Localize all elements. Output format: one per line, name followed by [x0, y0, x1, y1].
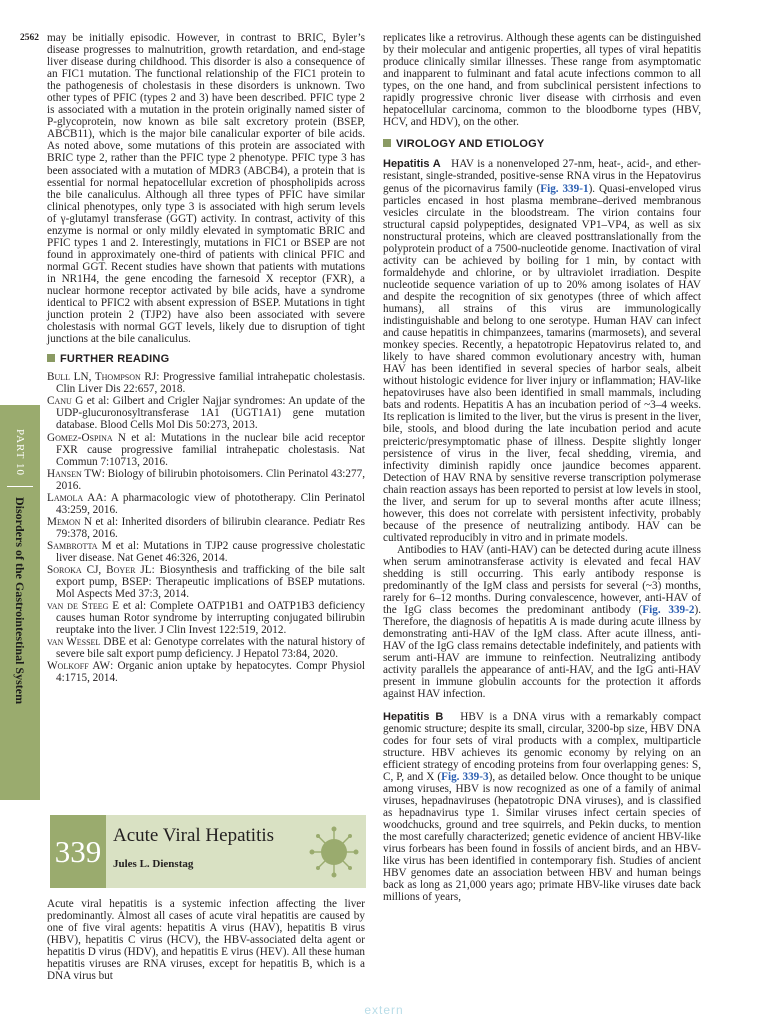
reference-text: et al: Gilbert and Crigler Najjar syndromes: An update of the UDP-glucuronosyltransferase 1A1 (UGT1A1) gene mutation database. Blood Cells Mol Dis 50:273, 2013.: [56, 395, 366, 432]
reference-author: van Wessel DBE: [47, 636, 126, 649]
virus-splat-icon: [305, 817, 363, 887]
chapter-number: 339: [50, 815, 106, 888]
figure-339-2-link[interactable]: Fig. 339-2: [642, 604, 695, 617]
reference-text: : Organic anion uptake by hepatocytes. Compr Physiol 4:1715, 2014.: [56, 660, 365, 685]
intro-paragraph: Acute viral hepatitis is a systemic infection affecting the liver predominantly. Almost all cases of acute viral hepatitis are caused by one of five viral agents: hepatitis A virus (HAV), hepatitis B virus (HBV), hepatitis C virus (HCV), the HBV-associated delta agent or hepatitis D virus (HDV), and hepatitis E virus (HEV). All these human hepatitis viruses are RNA viruses, except for hepatitis B, which is a DNA virus but: [47, 898, 365, 983]
reference-author: Lamola AA: [47, 491, 104, 504]
reference-author: Sambrotta M: [47, 539, 112, 552]
right-column: [383, 32, 701, 903]
reference-text: et al: Complete OATP1B1 and OATP1B3 deficiency causes human Rotor syndrome by interrupting conjugated bilirubin reuptake into the liver. J Clin Invest 122:519, 2012.: [56, 600, 365, 637]
hepatitis-b-lead: Hepatitis B: [383, 710, 444, 723]
reference-item: [47, 468, 365, 492]
hepatitis-a-paragraph: Hepatitis A HAV is a nonenveloped 27-nm, heat-, acid-, and ether-resistant, single-stranded, positive-sense RNA virus in the Hepatovirus genus of the picornavirus family (Fig. 339-1). Quasi-enveloped virus particles encased in host plasma membrane–derived membranous vesicles circulate in the bloodstream. The virion contains four structural capsid polypeptides, designated VP1–VP4, as well as six nonstructural proteins, which are cleaved posttranslationally from the polyprotein product of a 7500-nucleotide genome. Inactivation of viral activity can be achieved by boiling for 1 min, by contact with formaldehyde and chlorine, or by ultraviolet irradiation. Despite nucleotide sequence variation of up to 20% among isolates of HAV and despite the recognition of six genotypes (three of which affect humans), all strains of this virus are immunologically indistinguishable and belong to one serotype. Human HAV can infect and cause hepatitis in chimpanzees, tamarins (marmosets), and several monkey species. Recently, a hepatotropic Hepatovirus related to, and likely to have shared common evolutionary ancestry with, human HAV has been identified in several species of harbor seals, albeit without histologic evidence for liver injury or inflammation; HAV-like hepatoviruses have also been identified in small mammals, including bats and rodents. Hepatitis A has an incubation period of ~3–4 weeks. Its replication is limited to the liver, but the virus is present in the liver, bile, stools, and blood during the late incubation period and acute preicteric/presymptomatic phase of illness. Despite slightly longer persistence of virus in the liver, fecal shedding, viremia, and infectivity diminish rapidly once jaundice becomes apparent. Detection of HAV RNA by sensitive reverse transcription polymerase chain reaction assays has been reported to persist at low levels in stool, the liver, and serum for up to several months after acute illness; however, this does not correlate with persistent infectivity, probably because of the presence of neutralizing antibody. HAV can be cultivated reproducibly in vitro and in primate models.: [383, 158, 702, 544]
reference-list: [47, 371, 365, 684]
reference-author: van de Steeg E: [47, 600, 120, 613]
chapter-header: [50, 815, 366, 888]
reference-text: et al: Inherited disorders of bilirubin clearance. Pediatr Res 79:378, 2016.: [56, 515, 365, 540]
footer-watermark: extern: [364, 1003, 404, 1017]
part-side-tab: [0, 405, 40, 800]
reference-author: Memon N: [47, 515, 93, 528]
anti-hav-paragraph: Antibodies to HAV (anti-HAV) can be detected during acute illness when serum aminotransferase activity is elevated and fecal HAV shedding is still occurring. This early antibody response is predominantly of the IgM class and persists for several (~3) months, rarely for 6–12 months. During convalescence, however, anti-HAV of the IgG class becomes the predominant antibody (Fig. 339-2). Therefore, the diagnosis of hepatitis A is made during acute illness by demonstrating anti-HAV of the IgM class. After acute illness, anti-HAV of the IgG class remains detectable indefinitely, and patients with serum anti-HAV are immune to reinfection. Neutralizing antibody activity parallels the appearance of anti-HAV, and the IgG anti-HAV present in immune globulin accounts for the protection it affords against HAV infection.: [383, 543, 701, 701]
body-paragraph: replicates like a retrovirus. Although these agents can be distinguished by their molecular and antigenic properties, all types of viral hepatitis produce clinically similar illnesses. These range from asymptomatic and inapparent to fulminant and fatal acute infections common to all types, on the one hand, and from subclinical persistent infections to rapidly progressive chronic liver disease with cirrhosis and even hepatocellular carcinoma, common to the bloodborne types (HBV, HCV, and HDV), on the other.: [383, 32, 701, 129]
reference-text: : Progressive familial intrahepatic cholestasis. Clin Liver Dis 22:657, 2018.: [56, 371, 365, 396]
reference-text: : Biosynthesis and trafficking of the bile salt export pump, BSEP: Therapeutic implications of BSEP mutations. Mol Aspects Med 37:3, 2014.: [56, 564, 365, 601]
reference-author: Wolkoff AW: [47, 660, 111, 673]
chapter-title: Acute Viral Hepatitis: [113, 825, 275, 846]
reference-item: [47, 395, 365, 431]
reference-item: [47, 432, 365, 468]
reference-author: Soroka CJ, Boyer JL: [47, 564, 152, 577]
reference-item: [47, 492, 365, 516]
reference-item: [47, 564, 365, 600]
reference-author: Gomez-Ospina N: [47, 431, 126, 444]
reference-item: [47, 516, 365, 540]
reference-text: et al: Mutations in TJP2 cause progressive cholestatic liver disease. Nat Genet 46:326, 2014.: [56, 539, 366, 564]
figure-339-1-link[interactable]: Fig. 339-1: [540, 182, 589, 195]
reference-item: [47, 636, 365, 660]
reference-author: Canu G: [47, 395, 84, 408]
section-square-icon: [383, 139, 391, 147]
figure-339-3-link[interactable]: Fig. 339-3: [441, 770, 489, 783]
part-title: Disorders of the Gastrointestinal System: [13, 497, 28, 705]
reference-text: : A pharmacologic view of phototherapy. Clin Perinatol 43:259, 2016.: [56, 491, 365, 516]
reference-item: [47, 540, 365, 564]
chapter-author: Jules L. Dienstag: [113, 858, 194, 870]
virology-heading: VIROLOGY AND ETIOLOGY: [383, 138, 701, 150]
reference-item: [47, 371, 365, 395]
section-square-icon: [47, 354, 55, 362]
reference-text: : Biology of bilirubin photoisomers. Clin Perinatol 43:277, 2016.: [56, 467, 365, 492]
part-label: PART 10: [14, 429, 26, 476]
chapter-intro: [47, 898, 365, 982]
reference-item: [47, 660, 365, 684]
reference-item: [47, 600, 365, 636]
left-column: [47, 32, 365, 684]
reference-text: et al: Genotype correlates with the natural history of severe bile salt export pump deficiency. J Hepatol 73:84, 2020.: [56, 636, 365, 661]
reference-text: et al: Mutations in the nuclear bile acid receptor FXR cause progressive familial intrahepatic cholestasis. Nat Commun 7:10713, 2016.: [56, 431, 366, 468]
reference-author: Hansen TW: [47, 467, 102, 480]
page-number: 2562: [20, 33, 39, 43]
reference-author: Bull LN, Thompson RJ: [47, 371, 157, 384]
hepatitis-b-paragraph: Hepatitis B HBV is a DNA virus with a remarkably compact genomic structure; despite its small, circular, 3200-bp size, HBV DNA codes for four sets of viral products with a complex, multiparticle structure. HBV achieves its genomic economy by relying on an efficient strategy of encoding proteins from four overlapping genes: S, C, P, and X (Fig. 339-3), as detailed below. Once thought to be unique among viruses, HBV is now recognized as one of a family of animal viruses, hepadnaviruses (hepatotropic DNA viruses), and is classified as hepadnavirus type 1. Similar viruses infect certain species of woodchucks, ground and tree squirrels, and Pekin ducks, to mention the most carefully characterized; genetic evidence of ancient HBV-like virus forbears has been found in fossils of ancient birds, and an HBV-like virus has been identified in contemporary fish. Studies of ancient HBV genomes date an association between HBV and human beings back as long as 21,000 years ago; primate HBV-like viruses date back millions of years,: [383, 710, 701, 904]
body-paragraph: may be initially episodic. However, in contrast to BRIC, Byler’s disease progresses to malnutrition, growth retardation, and end-stage liver disease during childhood. This disorder is also a consequence of an FIC1 mutation. The functional relationship of the FIC1 protein to the pathogenesis of cholestasis in these disorders is unknown. Two other types of PFIC (types 2 and 3) have been described. PFIC type 2 is associated with a mutation in the protein originally named sister of P-glycoprotein, now known as bile salt excretory protein (BSEP, ABCB11), which is the major bile canalicular exporter of bile acids. As noted above, some mutations of this protein are associated with BRIC type 2, rather than the PFIC type 2 phenotype. PFIC type 3 has been associated with a mutation of MDR3 (ABCB4), a protein that is essential for normal hepatocellular excretion of phospholipids across the bile canaliculus. Although all three types of PFIC have similar clinical phenotypes, only type 3 is associated with high serum levels of γ-glutamyl transferase (GGT) activity. In contrast, activity of this enzyme is normal or only mildly elevated in symptomatic BRIC and PFIC types 1 and 2. Interestingly, mutations in FIC1 or BSEP are not found in approximately one-third of patients with clinical PFIC and normal GGT. Recent studies have shown that patients with mutations in NR1H4, the gene encoding the farnesoid X receptor (FXR), a nuclear hormone receptor activated by bile acids, have a syndrome identical to PFIC2 with absent expression of BSEP. Mutations in tight junction protein 2 (TJP2) have also been associated with severe cholestasis with normal GGT levels, likely due to disruption of tight junctions at the bile canaliculus.: [47, 32, 365, 346]
further-reading-heading: FURTHER READING: [47, 353, 365, 365]
hepatitis-a-lead: Hepatitis A: [383, 158, 441, 171]
